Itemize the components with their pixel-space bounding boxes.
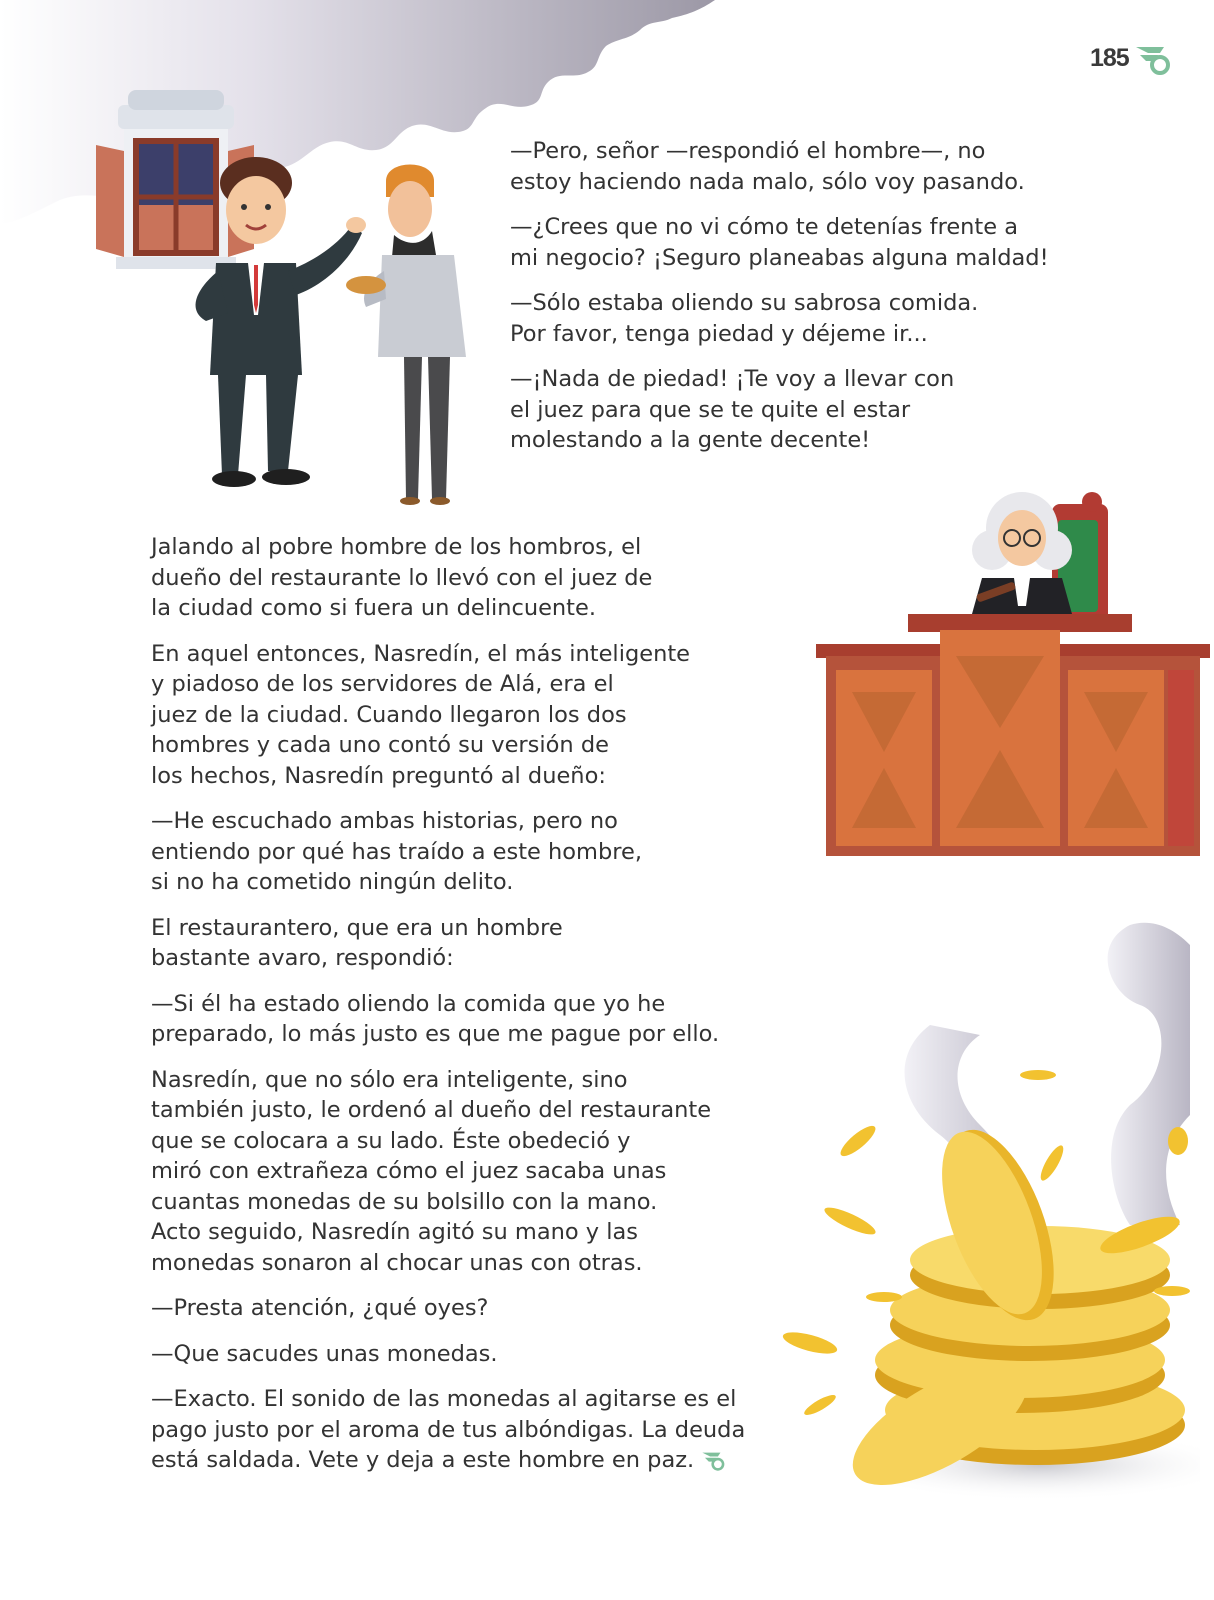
judge-scene-illustration	[816, 480, 1210, 860]
poor-man-illustration	[346, 165, 466, 506]
story-paragraph: El restaurantero, que era un hombre bastante avaro, respondió:	[151, 914, 563, 971]
end-of-story-icon	[700, 1450, 728, 1472]
judge-illustration	[972, 492, 1108, 622]
judge-bench-illustration	[816, 614, 1210, 856]
story-paragraph: Jalando al pobre hombre de los hombros, el dueño del restaurante lo llevó con el juez de la ciudad como si fuera un delincuente.	[151, 534, 653, 621]
story-paragraph: —He escuchado ambas historias, pero no entiendo por qué has traído a este hombre, si no ha cometido ningún delito.	[151, 808, 643, 895]
book-corner-icon	[1134, 43, 1174, 77]
story-paragraph: —Que sacudes unas monedas.	[151, 1340, 498, 1367]
restaurant-scene-illustration	[88, 85, 488, 515]
story-paragraph: —Presta atención, ¿qué oyes?	[151, 1295, 489, 1321]
dialogue-paragraph: —¡Nada de piedad! ¡Te voy a llevar con el juez para que se te quite el estar molestando a la gente decente!	[510, 366, 955, 453]
page-number: 185	[1090, 44, 1129, 72]
story-paragraph: Nasredín, que no sólo era inteligente, sino también justo, le ordenó al dueño del restaurante que se colocara a su lado. Éste obedeció y miró con extrañeza cómo el juez sacaba unas cuantas monedas de su bolsillo con la mano. Acto seguido, Nasredín agitó su mano y las monedas sonaron al chocar unas con otras.	[151, 1066, 712, 1276]
story-paragraph: En aquel entonces, Nasredín, el más inteligente y piadoso de los servidores de Alá, era el juez de la ciudad. Cuando llegaron los dos hombres y cada uno contó su versión de los hechos, Nasredín preguntó al dueño:	[151, 640, 690, 789]
dialogue-paragraph: —Pero, señor —respondió el hombre—, no estoy haciendo nada malo, sólo voy pasando.	[510, 138, 1025, 195]
coins-scene-illustration	[780, 905, 1200, 1505]
dialogue-paragraph: —Sólo estaba oliendo su sabrosa comida. Por favor, tenga piedad y déjeme ir...	[510, 290, 979, 347]
dialogue-paragraph: —¿Crees que no vi cómo te detenías frente a mi negocio? ¡Seguro planeabas alguna maldad!	[510, 214, 1049, 271]
story-text	[151, 532, 771, 1491]
story-paragraph: —Exacto. El sonido de las monedas al agitarse es el pago justo por el aroma de tus albóndigas. La deuda está saldada. Vete y deja a este hombre en paz.	[151, 1386, 746, 1473]
story-paragraph: —Si él ha estado oliendo la comida que yo he preparado, lo más justo es que me pague por ello.	[151, 990, 720, 1047]
top-dialogue	[510, 136, 1110, 471]
